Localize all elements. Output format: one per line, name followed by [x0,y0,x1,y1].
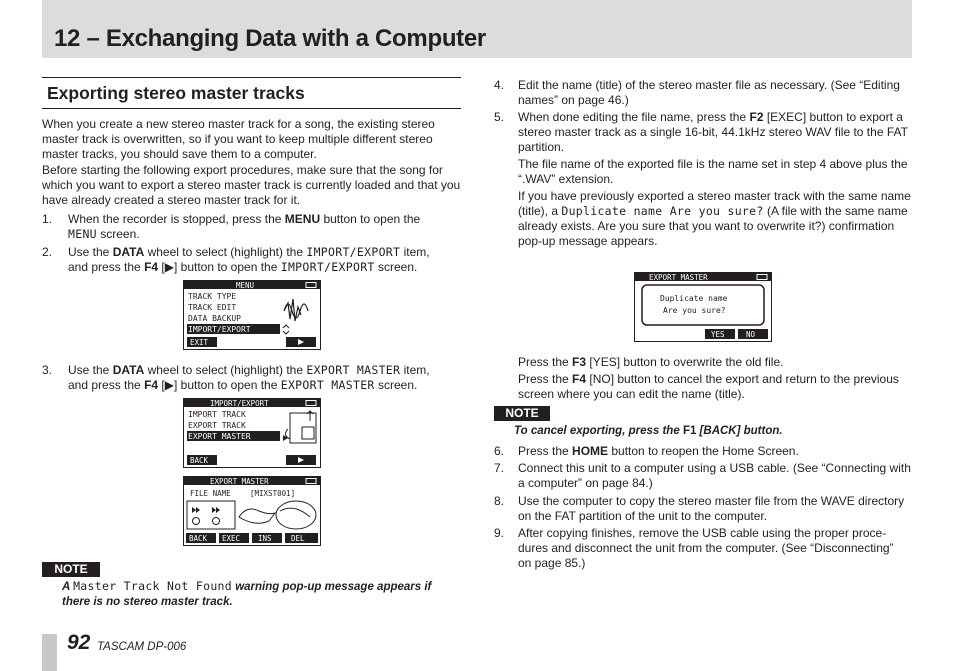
page-number: 92 [67,631,91,654]
step-2-text: Use the DATA wheel to select (highlight) the IMPORT/EXPORT item, and press the F4 [▶] button to open the IMPORT/EXPORT screen. [68,245,430,274]
menu-item: DATA BACKUP [188,314,241,323]
note-label: NOTE [42,562,100,577]
section-title: Exporting stereo master tracks [47,83,305,103]
step-9-text: After copying finishes, remove the USB cable using the proper proce-dures and disconnect the unit from the computer. (See “Disconnecting” on page 85.) [518,526,894,570]
step-1-text: When the recorder is stopped, press the MENU button to open the MENU screen. [68,212,421,241]
export-master-title: EXPORT MASTER [210,477,269,486]
chapter-header [42,0,912,58]
dialog-line-2: Are you sure? [663,306,726,315]
chapter-title: 12 – Exchanging Data with a Computer [54,25,486,52]
footer-bar [42,634,57,671]
export-master-back-label: BACK [189,534,208,543]
step-4-text: Edit the name (title) of the stereo master file as necessary. (See “Editing names” on page 46.) [518,78,900,107]
step-5-yes-text: Press the F3 [YES] button to overwrite the old file. [518,355,784,369]
note-1-text: A Master Track Not Found warning pop-up message appears if there is no stereo master track. [62,579,432,608]
export-master-ins-label: INS [258,534,272,543]
dialog-line-1: Duplicate name [660,294,728,303]
note-2-text: To cancel exporting, press the F1 [BACK] button. [514,425,783,437]
step-7-text: Connect this unit to a computer using a USB cable. (See “Connecting with a computer” on page 84.) [518,461,911,490]
export-master-exec-label: EXEC [222,534,241,543]
dialog-yes-label: YES [711,330,725,339]
import-export-item: IMPORT TRACK [188,410,246,419]
step-5-duplicate-note: If you have previously exported a stereo master track with the same name (title), a Duplicate name Are you sure? (A file with the same name already exists. Are you sure that you want to overwrite it?) confirmation pop-up message appears. [518,189,911,248]
intro-paragraph-1: When you create a new stereo master track for a song, the existing stereo master track is overwritten, so if you want to keep multiple different stereo master tracks, you should save them to a computer. [42,117,435,161]
step-number: 1. [42,212,53,226]
export-master-screen-image [183,476,321,546]
step-3-text: Use the DATA wheel to select (highlight) the EXPORT MASTER item, and press the F4 [▶] button to open the EXPORT MASTER screen. [68,363,430,392]
export-master-del-label: DEL [291,534,305,543]
dialog-no-label: NO [746,330,756,339]
step-number: 7. [494,461,505,475]
duplicate-dialog-screen-image [634,272,772,342]
section-header [42,77,461,109]
import-export-back-label: BACK [190,456,209,465]
step-number: 8. [494,494,505,508]
step-5-extension-note: The file name of the exported file is the name set in step 4 above plus the “.WAV” extension. [518,157,908,186]
dialog-screen-title: EXPORT MASTER [649,273,708,282]
step-8-text: Use the computer to copy the stereo master file from the WAVE directory on the FAT partition of the unit to the computer. [518,494,905,523]
step-number: 3. [42,363,53,377]
intro-paragraph-2: Before starting the following export procedures, make sure that the song for which you want to export a stereo master track is currently loaded and that you have already created a stereo master track for it. [42,163,461,207]
step-number: 4. [494,78,505,92]
step-number: 5. [494,110,505,124]
step-number: 9. [494,526,505,540]
step-number: 2. [42,245,53,259]
step-5-text: When done editing the file name, press the F2 [EXEC] button to export a stereo master track as a single 16-bit, 44.1kHz stereo WAV file to the FAT partition. [518,110,908,154]
footer-brand: TASCAM DP-006 [97,641,187,653]
step-number: 6. [494,444,505,458]
note-label: NOTE [494,406,550,421]
import-export-item: EXPORT TRACK [188,421,246,430]
menu-exit-label: EXIT [190,338,209,347]
import-export-screen-image [183,398,321,468]
export-master-file-value: [MIXST001] [250,489,296,498]
import-export-title: IMPORT/EXPORT [210,399,269,408]
menu-item: TRACK TYPE [188,292,237,301]
menu-screen-image [183,280,321,350]
export-master-file-label: FILE NAME [190,489,231,498]
step-6-text: Press the HOME button to reopen the Home Screen. [518,444,799,458]
menu-item-selected: IMPORT/EXPORT [188,325,251,334]
step-5-no-text: Press the F4 [NO] button to cancel the export and return to the previous screen where you can edit the name (title). [518,372,899,401]
menu-item: TRACK EDIT [188,303,237,312]
menu-screen-title: MENU [236,281,255,290]
import-export-item-selected: EXPORT MASTER [188,432,251,441]
